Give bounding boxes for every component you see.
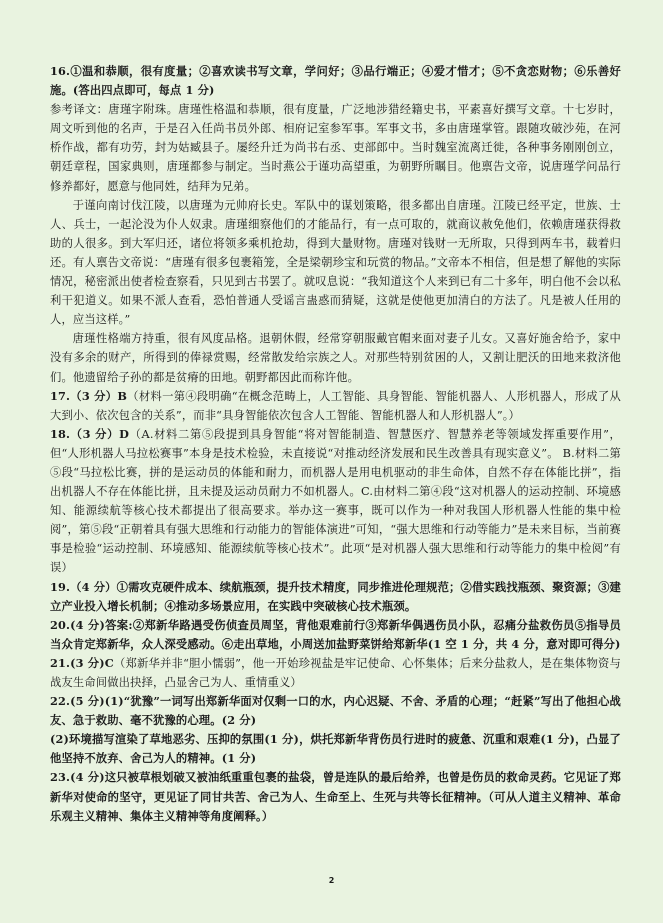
paragraph-text: （材料一第④段明确“在概念范畴上，人工智能、具身智能、智能机器人、人形机器人，形成了从大到小、依次包含的关系”，而非“具身智能依次包含人工智能、智能机器人和人形机器人”。） <box>50 389 621 422</box>
answer-label: 17.（3 分）B <box>50 388 128 403</box>
paragraph <box>50 616 621 654</box>
paragraph <box>50 768 621 825</box>
paragraph-text: （A.材料二第⑤段提到具身智能“将对智能制造、智慧医疗、智慧养老等领域发挥重要作用”，但“人形机器人马拉松赛事”本身是技术检验，未直接说“对推动经济发展和民生改善具有现实意义”。 B.材料二第⑤段“马拉松比赛，拼的是运动员的体能和耐力，而机器人是用电机驱动的非生命体，自然不存在体能比拼”，指出机器人不存在体能比拼，且未提及运动员耐力不如机器人。C.由材料二第④段“这对机器人的运动控制、环境感知、能源续航等核心技术都提出了很高要求。举办这一赛事，既可以作为一种对我国人形机器人性能的集中检阅”，第⑤段“正朝着具有强大思维和行动能力的智能体演进”可知，“强大思维和行动等能力”是未来目标，当前赛事是检验“运动控制、环境感知、能源续航等核心技术”。此项“是对机器人强大思维和行动等能力的集中检阅”有误） <box>50 427 621 575</box>
paragraph <box>50 329 621 386</box>
paragraph-text: (2)环境描写渲染了草地恶劣、压抑的氛围(1 分)，烘托郑新华背伤员行进时的疲惫、沉重和艰难(1 分)，凸显了他坚持不放弃、舍己为人的精神。(1 分) <box>50 732 621 766</box>
page-number: 2 <box>328 876 335 885</box>
paragraph-text: 19.（4 分）①需攻克硬件成本、续航瓶颈，提升技术精度，同步推进伦理规范；②借实践找瓶颈、聚资源；③建立产业投入增长机制；④推动多场景应用，在实践中突破核心技术瓶颈。 <box>50 579 621 613</box>
answer-label: 18.（3 分）D <box>50 426 130 441</box>
paragraph <box>50 730 621 768</box>
paragraph-text: 16.①温和恭顺，很有度量；②喜欢读书写文章，学问好；③品行端正；④爱才惜才；⑤不贪恋财物；⑥乐善好施。(答出四点即可，每点 1 分) <box>50 64 621 98</box>
paragraph <box>50 654 621 692</box>
paragraph-text: 唐瑾性格端方持重，很有风度品格。退朝休假，经常穿朝服戴官帽来面对妻子儿女。又喜好施舍给予，家中没有多余的财产，所得到的俸禄赏赐，经常散发给宗族之人。对那些特别贫困的人，又割让肥沃的田地来救济他们。他遗留给子孙的都是贫瘠的田地。朝野都因此而称许他。 <box>50 332 621 384</box>
paragraph-text: 22.(5 分)(1)“犹豫”一词写出郑新华面对仅剩一口的水，内心迟疑、不舍、矛盾的心理；“赶紧”写出了他担心战友、急于救助、毫不犹豫的心理。(2 分) <box>50 694 621 728</box>
paragraph-text: 参考译文：唐瑾字附珠。唐瑾性格温和恭顺，很有度量，广泛地涉猎经籍史书，平素喜好撰写文章。十七岁时，周文听到他的名声，于是召入任尚书员外郎、相府记室参军事。军事文书，多由唐瑾掌管。跟随攻破沙苑，在河桥作战，都有功劳，封为姑臧县子。屡经升迁为尚书右丞、吏部郎中。当时魏室流离迁徙，各种事务刚刚创立，朝廷章程，国家典则，唐瑾都参与制定。当时燕公于谨功高望重，为朝野所瞩目。他禀告文帝，说唐瑾学问品行修养都好，愿意与他同姓，结拜为兄弟。 <box>50 103 621 193</box>
paragraph <box>50 387 621 425</box>
paragraph <box>50 62 621 100</box>
paragraph-text: （郑新华并非“胆小懦弱”，他一开始珍视盐是牢记使命、心怀集体；后来分盐救人，是在集体物资与战友生命间做出抉择，凸显舍己为人、重情重义） <box>50 656 621 689</box>
paragraph <box>50 692 621 730</box>
paragraph <box>50 196 621 330</box>
paragraph-text: 于谨向南讨伐江陵，以唐瑾为元帅府长史。军队中的谋划策略，很多都出自唐瑾。江陵已经平定，世族、士人、兵士，一起沦没为仆人奴隶。唐瑾细察他们的才能品行，有一点可取的，就商议赦免他们，依赖唐瑾获得救助的人很多。到大军归还，诸位将领多乘机抢劫，得到大量财物。唐瑾对钱财一无所取，只得到两车书，载着归还。有人禀告文帝说：“唐瑾有很多包裹箱笼，全是梁朝珍宝和玩赏的物品。”文帝本不相信，但是想了解他的实际情况，秘密派出使者检查察看，只见到古书罢了。就叹息说：“我知道这个人来到已有二十多年，明白他不会以私利干犯道义。如果不派人查看，恐怕普通人受谣言蛊惑而猜疑，这就是使他更加清白的方法了。凡是被人任用的人，应当这样。” <box>50 198 621 327</box>
paragraph <box>50 578 621 616</box>
answer-label: 21.(3 分)C <box>50 655 114 670</box>
paragraph-text: 23.(4 分)这只被草根划破又被油纸重重包裹的盐袋，曾是连队的最后给养，也曾是伤员的救命灵药。它见证了郑新华对使命的坚守，更见证了同甘共苦、舍己为人、生命至上、生死与共等长征精神。（可从人道主义精神、革命乐观主义精神、集体主义精神等角度阐释。） <box>50 770 621 823</box>
paragraph <box>50 425 621 578</box>
paragraph <box>50 100 621 195</box>
answer-content <box>50 62 621 826</box>
paragraph-text: 20.(4 分)答案:②郑新华路遇受伤侦查员周坚，背他艰难前行③郑新华偶遇伤员小队，忍痛分盐救伤员⑤指导员当众肯定郑新华，众人深受感动。⑥走出草地，小周送加盐野菜饼给郑新华(1 空 1 分，共 4 分，意对即可得分) <box>50 617 621 651</box>
